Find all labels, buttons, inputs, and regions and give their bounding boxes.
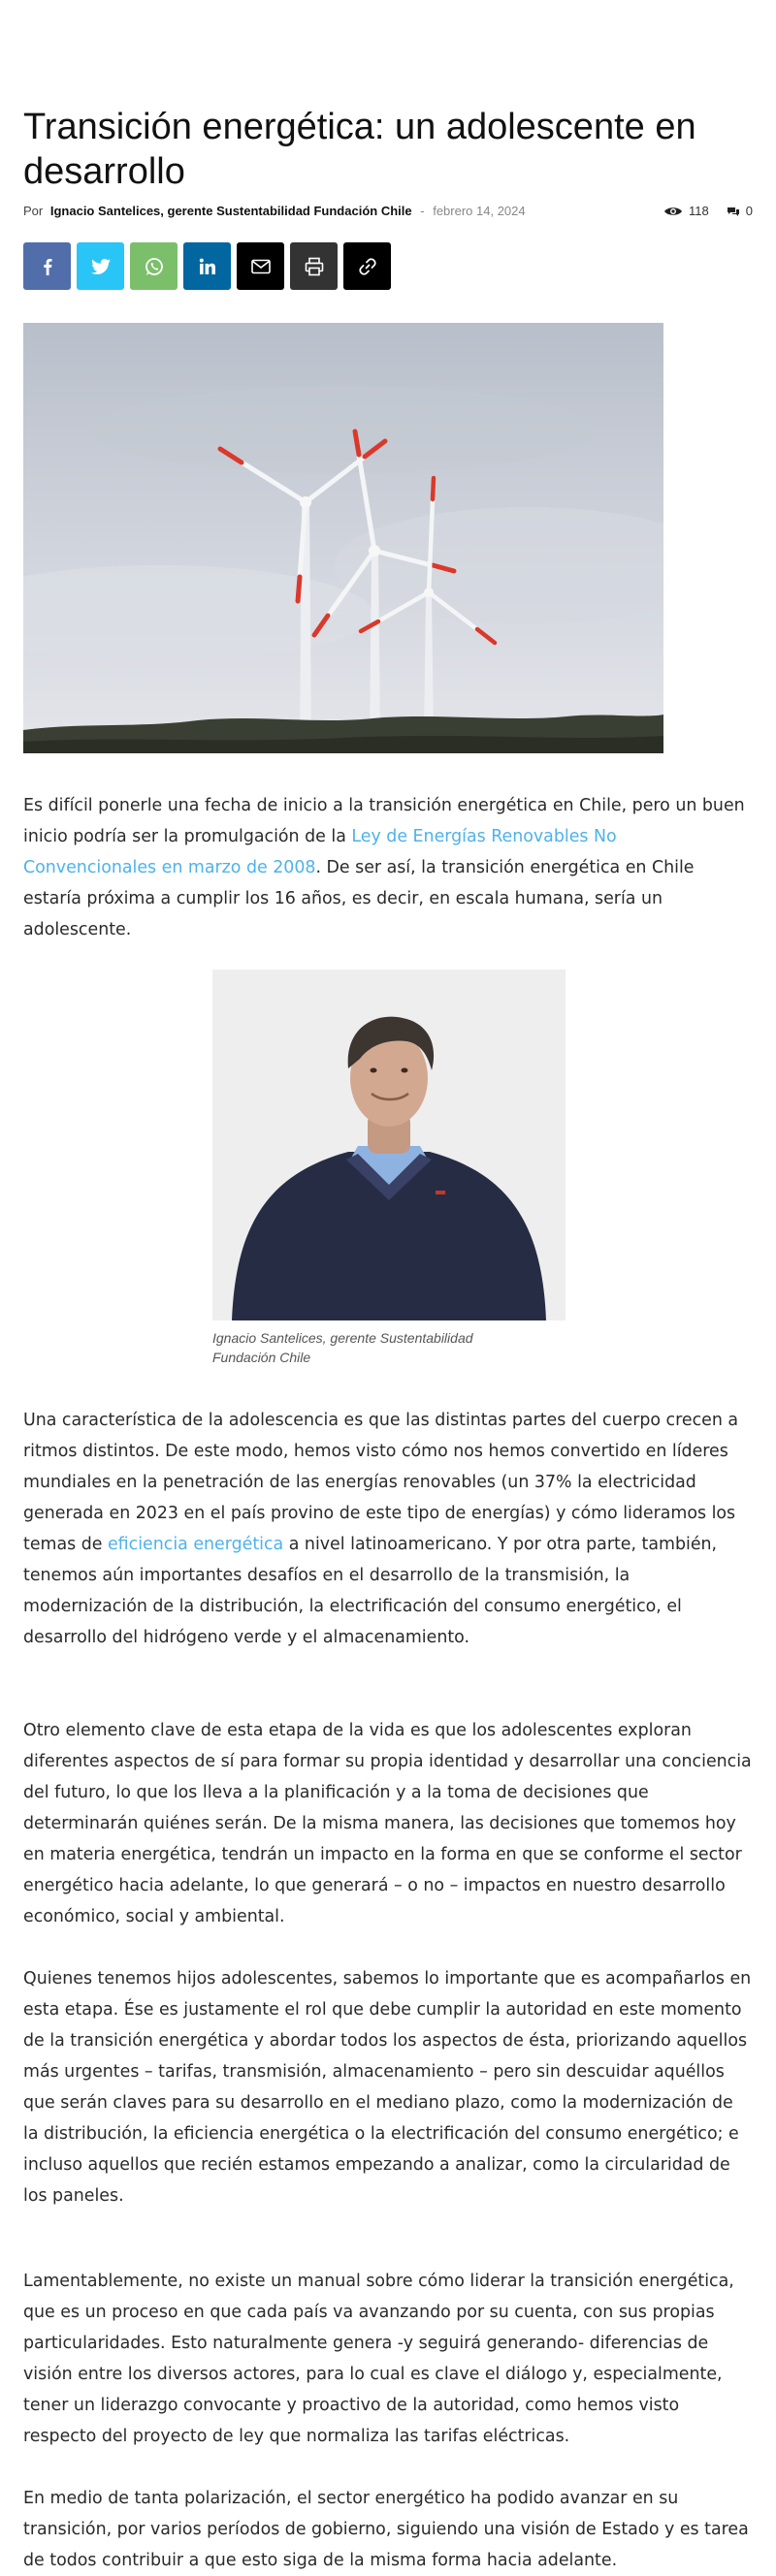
p2-text-b: a nivel latinoamericano. Y por otra parte, también, tenemos aún importantes desafíos en el desarrollo de la transmisión, la modernización de la distribución, la electrificación del consumo energético, el desarrollo del hidrógeno verde y el almacenamiento. (23, 1535, 718, 1647)
p2-text-a: Una característica de la adolescencia es que las distintas partes del cuerpo crecen a ritmos distintos. De este modo, hemos visto cómo nos hemos convertido en líderes mundiales en la penetración de las energías renovables (un 37% la electricidad generada en 2023 en el país provino de este tipo de energías) y cómo lideramos los temas de (23, 1411, 739, 1554)
renewable-energy-law-link[interactable]: Ley de Energías Renovables No Convencionales en marzo de 2008 (23, 827, 617, 877)
twitter-share-button[interactable] (77, 242, 124, 290)
twitter-icon (91, 259, 111, 274)
email-share-button[interactable] (237, 242, 284, 290)
facebook-share-button[interactable] (23, 242, 71, 290)
copy-link-button[interactable] (343, 242, 391, 290)
hero-image-wind-turbines (23, 323, 663, 753)
paragraph-2 (23, 1405, 753, 1653)
facebook-icon (43, 258, 52, 275)
printer-icon (305, 257, 324, 276)
comments-counter[interactable] (727, 204, 753, 218)
whatsapp-share-button[interactable] (130, 242, 178, 290)
paragraph-5: Lamentablemente, no existe un manual sobre cómo liderar la transición energética, que es un proceso en que cada país va avanzando por su cuenta, con sus propias particularidades. Esto naturalmente genera -y seguirá generando- diferencias de visión entre los diversos actores, para lo cual es clave el diálogo y, especialmente, tener un liderazgo convocante y proactivo de la autoridad, como hemos visto respecto del proyecto de ley que normaliza las tarifas eléctricas. (23, 2272, 734, 2446)
views-count: 118 (689, 204, 709, 218)
p1-text-a: Es difícil ponerle una fecha de inicio a la transición energética en Chile, pero un buen inicio podría ser la promulgación de la (23, 796, 745, 846)
linkedin-icon (199, 258, 216, 275)
article-stats (663, 204, 753, 218)
paragraph-3: Otro elemento clave de esta etapa de la vida es que los adolescentes exploran diferentes aspectos de sí para formar su propia identidad y desarrollar una conciencia del futuro, lo que los lleva a la planificación y a la toma de decisiones que determinarán quiénes serán. De la misma manera, las decisiones que tomemos hoy en materia energética, tendrán un impacto en la forma en que se conforme el sector energético hacia adelante, lo que generará – o no – impactos en nuestro desarrollo económico, social y ambiental. (23, 1721, 752, 1926)
comment-icon (727, 206, 740, 217)
print-button[interactable] (290, 242, 338, 290)
paragraph-6: En medio de tanta polarización, el sector energético ha podido avanzar en su transición, por varios períodos de gobierno, siguiendo una visión de Estado y es tarea de todos contribuir a que esto siga de la misma forma hacia adelante. (23, 2489, 749, 2570)
paragraph-1 (23, 790, 753, 945)
author-portrait-image (212, 970, 566, 1320)
article-title: Transición energética: un adolescente en desarrollo (23, 107, 696, 192)
p1-text-b: . De ser así, la transición energética en Chile estaría próxima a cumplir los 16 años, es decir, en escala humana, sería un adolescente. (23, 858, 695, 939)
energy-efficiency-link[interactable]: eficiencia energética (107, 1535, 284, 1554)
publish-date: febrero 14, 2024 (433, 204, 526, 218)
linkedin-share-button[interactable] (183, 242, 231, 290)
article-meta (23, 204, 753, 223)
comments-count: 0 (745, 204, 753, 218)
author-link[interactable]: Ignacio Santelices, gerente Sustentabilidad Fundación Chile (49, 204, 412, 218)
portrait-caption: Ignacio Santelices, gerente Sustentabilidad Fundación Chile (212, 1330, 473, 1365)
eye-icon (663, 206, 683, 217)
meta-separator: - (420, 204, 425, 218)
share-bar (23, 242, 391, 290)
link-icon (358, 257, 377, 276)
by-label: Por (23, 204, 44, 218)
envelope-icon (251, 259, 271, 274)
views-counter (663, 204, 709, 218)
whatsapp-icon (145, 257, 164, 276)
paragraph-4: Quienes tenemos hijos adolescentes, sabemos lo importante que es acompañarlos en esta etapa. Ése es justamente el rol que debe cumplir la autoridad en este momento de la transición energética y abordar todos los aspectos de ésta, priorizando aquellos más urgentes – tarifas, transmisión, almacenamiento – pero sin descuidar aquéllos que serán claves para su desarrollo en el mediano plazo, como la modernización de la distribución, la eficiencia energética o la electrificación del consumo energético; e incluso aquellos que recién estamos empezando a analizar, como la circularidad de los paneles. (23, 1969, 752, 2206)
